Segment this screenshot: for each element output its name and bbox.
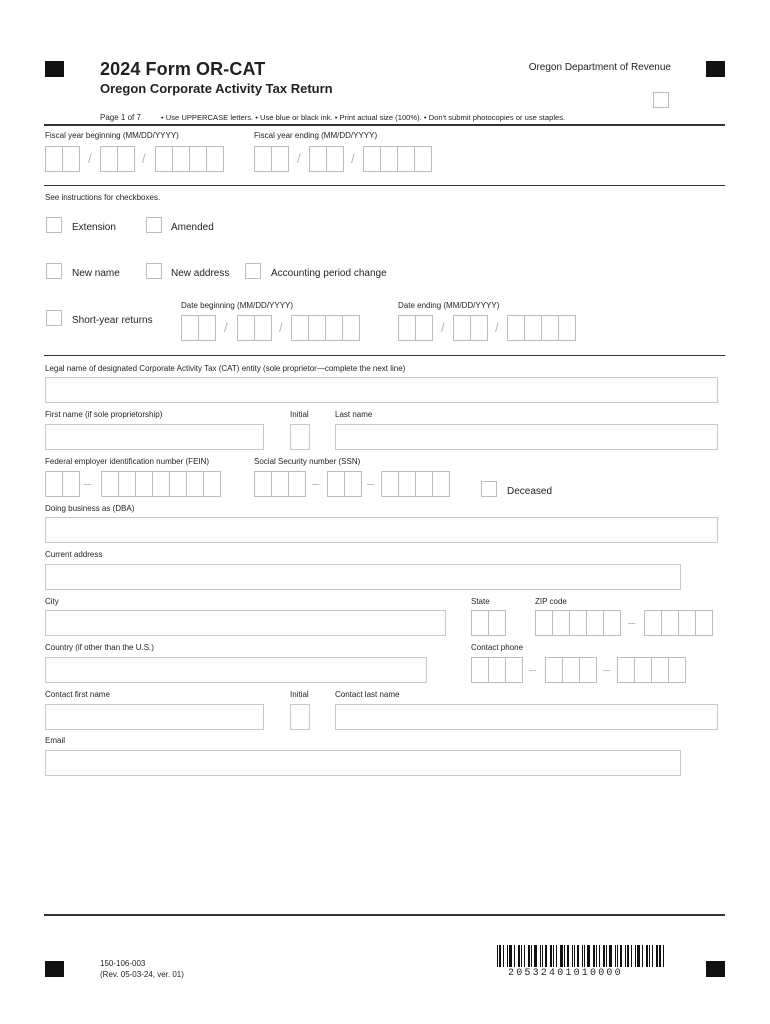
barcode-bar	[646, 945, 648, 967]
short-year-checkbox[interactable]	[46, 310, 62, 326]
barcode-bar	[560, 945, 563, 967]
first-name-label: First name (if sole proprietorship)	[45, 410, 163, 419]
barcode-bar	[499, 945, 501, 967]
date-separator: /	[142, 151, 146, 166]
fiscal-begin-day[interactable]	[100, 146, 134, 172]
form-subtitle: Oregon Corporate Activity Tax Return	[100, 81, 333, 96]
extension-checkbox[interactable]	[46, 217, 62, 233]
dba-label: Doing business as (DBA)	[45, 504, 135, 513]
barcode-bar	[521, 945, 522, 967]
barcode-bar	[528, 945, 530, 967]
section-rule	[44, 185, 725, 186]
barcode-bar	[509, 945, 512, 967]
dash-separator: –	[84, 476, 92, 491]
fiscal-begin-month[interactable]	[45, 146, 79, 172]
city-label: City	[45, 597, 59, 606]
new-address-label: New address	[171, 268, 230, 279]
short-year-begin-month[interactable]	[181, 315, 215, 341]
date-separator: /	[297, 151, 301, 166]
zip-plus4-field[interactable]	[644, 610, 712, 636]
legal-name-field[interactable]	[45, 377, 718, 403]
fein-prefix[interactable]	[45, 471, 79, 497]
short-year-begin-day[interactable]	[237, 315, 271, 341]
fein-number[interactable]	[101, 471, 220, 497]
barcode-bar	[663, 945, 664, 967]
barcode-bar	[606, 945, 607, 967]
dash-separator: –	[603, 662, 611, 677]
barcode-bar	[545, 945, 547, 967]
barcode-number: 20532401010000	[508, 968, 623, 979]
dba-field[interactable]	[45, 517, 718, 543]
email-field[interactable]	[45, 750, 681, 776]
current-address-label: Current address	[45, 550, 103, 559]
short-year-end-label: Date ending (MM/DD/YYYY)	[398, 301, 500, 310]
barcode-bar	[574, 945, 575, 967]
fiscal-end-month[interactable]	[254, 146, 288, 172]
barcode-bar	[531, 945, 532, 967]
barcode-bar	[550, 945, 552, 967]
phone-prefix[interactable]	[545, 657, 596, 683]
fein-label: Federal employer identification number (FEIN)	[45, 457, 210, 466]
instructions-text: • Use UPPERCASE letters. • Use blue or black ink. • Print actual size (100%). • Don't submit photocopies or use staples.	[161, 113, 566, 122]
date-separator: /	[224, 320, 228, 335]
city-field[interactable]	[45, 610, 446, 636]
dash-separator: –	[367, 476, 375, 491]
current-address-field[interactable]	[45, 564, 681, 590]
fiscal-ending-label: Fiscal year ending (MM/DD/YYYY)	[254, 131, 378, 140]
new-name-label: New name	[72, 268, 120, 279]
state-label: State	[471, 597, 490, 606]
email-label: Email	[45, 736, 66, 745]
last-name-label: Last name	[335, 410, 373, 419]
barcode-bar	[497, 945, 498, 967]
form-revision: (Rev. 05-03-24, ver. 01)	[100, 970, 184, 979]
barcode-bar	[577, 945, 579, 967]
barcode-bar	[507, 945, 508, 967]
accounting-period-change-checkbox[interactable]	[245, 263, 261, 279]
barcode-bar	[582, 945, 583, 967]
extension-label: Extension	[72, 222, 116, 233]
contact-phone-label: Contact phone	[471, 643, 524, 652]
barcode-bar	[652, 945, 653, 967]
header-rule	[44, 124, 725, 126]
barcode-bar	[596, 945, 597, 967]
contact-first-name-field[interactable]	[45, 704, 264, 730]
barcode-bar	[615, 945, 616, 967]
initial-field[interactable]	[290, 424, 310, 450]
amended-checkbox[interactable]	[146, 217, 162, 233]
barcode-bar	[637, 945, 640, 967]
contact-initial-field[interactable]	[290, 704, 310, 730]
department-name: Oregon Department of Revenue	[528, 62, 671, 73]
phone-line[interactable]	[617, 657, 685, 683]
form-number: 150-106-003	[100, 959, 146, 968]
barcode-bar	[659, 945, 661, 967]
zip-label: ZIP code	[535, 597, 567, 606]
barcode-bar	[599, 945, 600, 967]
barcode-bar	[524, 945, 525, 967]
date-separator: /	[351, 151, 355, 166]
dash-separator: –	[312, 476, 320, 491]
barcode-bar	[564, 945, 565, 967]
form-title: 2024 Form OR-CAT	[100, 59, 266, 79]
registration-mark-bottom-left	[45, 961, 64, 977]
short-year-end-month[interactable]	[398, 315, 432, 341]
barcode-bar	[625, 945, 626, 967]
page-number: Page 1 of 7	[100, 113, 141, 122]
date-separator: /	[279, 320, 283, 335]
contact-last-name-field[interactable]	[335, 704, 718, 730]
barcode-bar	[656, 945, 658, 967]
footer-rule	[44, 914, 725, 916]
short-year-end-day[interactable]	[453, 315, 487, 341]
fiscal-end-day[interactable]	[309, 146, 343, 172]
header-checkbox[interactable]	[653, 92, 669, 108]
registration-mark-top-right	[706, 61, 725, 77]
section-rule	[44, 355, 725, 356]
barcode-bar	[603, 945, 605, 967]
barcode-bar	[518, 945, 520, 967]
short-year-end-year[interactable]	[507, 315, 575, 341]
barcode-bar	[572, 945, 573, 967]
phone-area-code[interactable]	[471, 657, 522, 683]
barcode-bar	[627, 945, 629, 967]
dash-separator: –	[529, 662, 537, 677]
country-field[interactable]	[45, 657, 427, 683]
short-year-begin-label: Date beginning (MM/DD/YYYY)	[181, 301, 294, 310]
first-name-field[interactable]	[45, 424, 264, 450]
barcode-bar	[617, 945, 618, 967]
date-separator: /	[441, 320, 445, 335]
date-separator: /	[88, 151, 92, 166]
dash-separator: –	[628, 615, 636, 630]
checkbox-instructions: See instructions for checkboxes.	[45, 193, 161, 202]
new-name-checkbox[interactable]	[46, 263, 62, 279]
barcode-bar	[635, 945, 636, 967]
country-label: Country (if other than the U.S.)	[45, 643, 154, 652]
ssn-area[interactable]	[254, 471, 305, 497]
deceased-label: Deceased	[507, 486, 553, 497]
barcode	[497, 945, 670, 967]
barcode-bar	[593, 945, 595, 967]
ssn-serial[interactable]	[381, 471, 449, 497]
zip-code-field[interactable]	[535, 610, 620, 636]
contact-initial-label: Initial	[290, 690, 309, 699]
barcode-bar	[584, 945, 585, 967]
barcode-bar	[642, 945, 643, 967]
barcode-bar	[534, 945, 537, 967]
amended-label: Amended	[171, 222, 214, 233]
initial-label: Initial	[290, 410, 309, 419]
registration-mark-bottom-right	[706, 961, 725, 977]
legal-name-label: Legal name of designated Corporate Activity Tax (CAT) entity (sole proprietor—complete the next line)	[45, 364, 406, 373]
fiscal-end-year[interactable]	[363, 146, 431, 172]
barcode-bar	[649, 945, 650, 967]
barcode-bar	[567, 945, 569, 967]
contact-first-name-label: Contact first name	[45, 690, 110, 699]
barcode-bar	[609, 945, 612, 967]
deceased-checkbox[interactable]	[481, 481, 497, 497]
date-separator: /	[495, 320, 499, 335]
barcode-bar	[620, 945, 622, 967]
last-name-field[interactable]	[335, 424, 718, 450]
barcode-bar	[503, 945, 504, 967]
registration-mark-top-left	[45, 61, 64, 77]
barcode-bar	[631, 945, 632, 967]
barcode-bar	[553, 945, 554, 967]
fiscal-beginning-label: Fiscal year beginning (MM/DD/YYYY)	[45, 131, 179, 140]
ssn-label: Social Security number (SSN)	[254, 457, 361, 466]
state-field[interactable]	[471, 610, 505, 636]
barcode-bar	[556, 945, 557, 967]
barcode-bar	[540, 945, 541, 967]
ssn-group[interactable]	[327, 471, 361, 497]
short-year-label: Short-year returns	[72, 315, 153, 326]
barcode-bar	[514, 945, 515, 967]
contact-last-name-label: Contact last name	[335, 690, 400, 699]
new-address-checkbox[interactable]	[146, 263, 162, 279]
barcode-bar	[542, 945, 543, 967]
barcode-bar	[587, 945, 590, 967]
accounting-period-change-label: Accounting period change	[271, 268, 387, 279]
short-year-begin-year[interactable]	[291, 315, 359, 341]
fiscal-begin-year[interactable]	[155, 146, 223, 172]
